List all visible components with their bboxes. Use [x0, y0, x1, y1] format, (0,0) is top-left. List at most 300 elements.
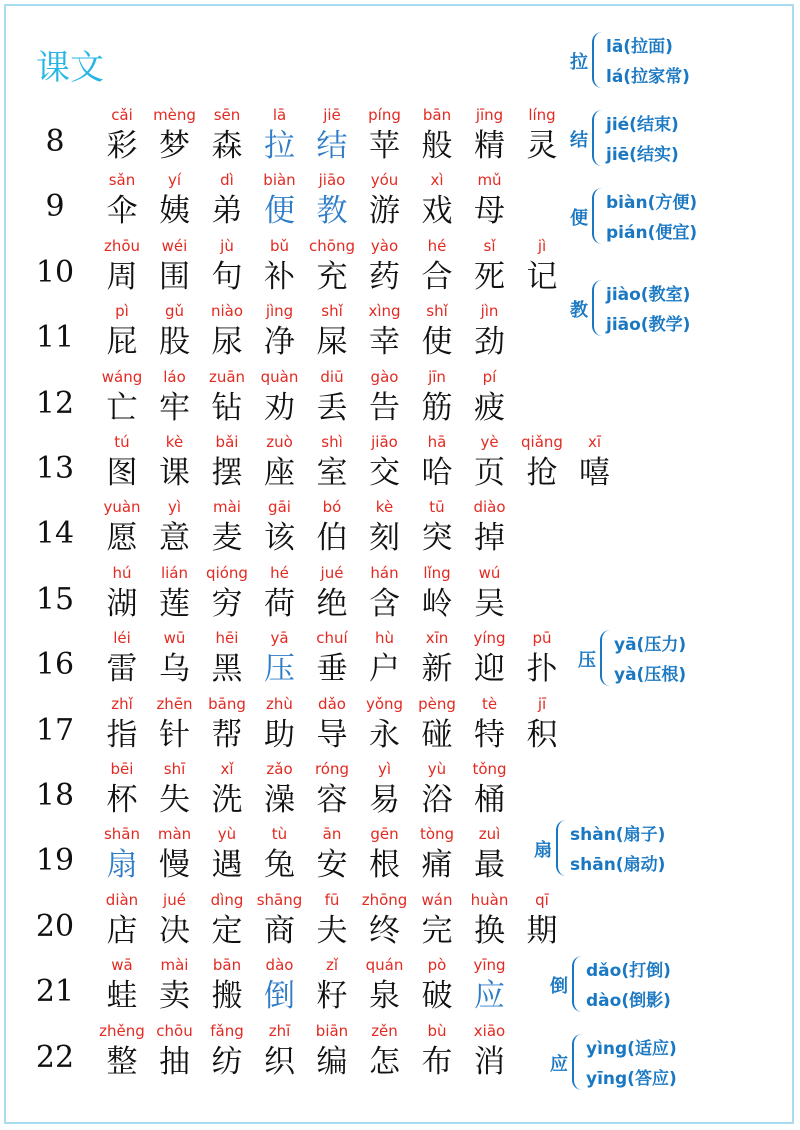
note-reading: yìng(适应): [586, 1039, 677, 1059]
pinyin: yù: [427, 760, 447, 778]
character-cell: [355, 431, 415, 493]
note-reading: yīng(答应): [586, 1069, 677, 1089]
character-cell: [92, 1020, 152, 1082]
character: 帮: [211, 716, 243, 753]
character: 夫: [316, 912, 348, 949]
pinyin: bó: [322, 498, 342, 517]
character-cell: [302, 954, 362, 1016]
pinyin: mài: [213, 498, 241, 517]
character-cell: [355, 300, 415, 362]
pinyin: gǔ: [164, 302, 185, 321]
note-reading: shàn(扇子): [570, 825, 666, 845]
character-cell: [145, 889, 205, 951]
character-cell: [92, 954, 152, 1016]
character-cell: [355, 823, 415, 885]
pinyin: jīn: [428, 367, 446, 386]
pinyin: bù: [427, 1021, 447, 1040]
lesson-number: 11: [35, 320, 75, 356]
pinyin: sǎn: [108, 171, 136, 190]
character-cell: [145, 300, 205, 362]
character: 亡: [106, 389, 138, 426]
character-cell: [92, 104, 152, 166]
character-cell: [302, 300, 362, 362]
character-cell: [145, 104, 205, 166]
character-cell: [250, 235, 310, 297]
character: 整: [106, 1043, 138, 1080]
character-cell: [197, 169, 257, 231]
character: 屁: [106, 324, 138, 361]
character-cell: [512, 693, 572, 755]
brace-icon: [556, 820, 568, 876]
pinyin: mǔ: [477, 171, 502, 190]
character: 股: [159, 324, 190, 361]
lesson-number: 14: [35, 516, 75, 552]
pinyin: xī: [587, 433, 602, 451]
character: 户: [369, 651, 400, 688]
character: 兔: [264, 847, 295, 884]
character-cell: [355, 496, 415, 558]
character: 吴: [474, 585, 505, 622]
page-title: 课文: [36, 48, 104, 88]
pinyin: kè: [165, 433, 184, 451]
pinyin: shì: [321, 433, 343, 451]
character-cell: [250, 954, 310, 1016]
character-cell: [250, 693, 310, 755]
character: 戏: [421, 193, 453, 230]
pinyin: mèng: [153, 106, 196, 124]
pinyin: yīng: [473, 956, 506, 975]
character: 使: [421, 324, 453, 361]
character: 怎: [369, 1043, 400, 1080]
character-cell: [302, 889, 362, 951]
pinyin: zhǐ: [111, 694, 133, 713]
character-cell: [302, 1020, 362, 1082]
lesson-row: [0, 169, 640, 231]
character-cell: [145, 1020, 205, 1082]
character: 定: [211, 912, 243, 949]
character-cell: [92, 300, 152, 362]
pinyin: cǎi: [111, 106, 133, 124]
pinyin: lián: [160, 563, 189, 582]
pinyin: dǎo: [318, 694, 346, 713]
character: 黑: [211, 651, 243, 688]
pinyin: qióng: [206, 563, 248, 582]
character: 泉: [369, 978, 400, 1015]
brace-icon: [592, 188, 604, 244]
character: 根: [369, 847, 400, 884]
pinyin: biàn: [263, 171, 296, 190]
character: 苹: [369, 128, 400, 164]
pinyin: zhī: [268, 1021, 291, 1040]
character: 岭: [421, 585, 453, 622]
character-cell: [355, 169, 415, 231]
character-cell: [565, 431, 625, 493]
pinyin: xiāo: [473, 1021, 506, 1040]
lesson-row: [0, 496, 640, 558]
character-cell: [197, 889, 257, 951]
character: 澡: [264, 782, 295, 818]
pinyin: dìng: [210, 890, 244, 909]
character: 愿: [106, 520, 138, 557]
character-cell: [512, 235, 572, 297]
pinyin: zuān: [208, 367, 246, 386]
pinyin: shān: [103, 825, 141, 844]
character: 围: [159, 258, 190, 295]
pinyin: zhēn: [156, 694, 193, 713]
lesson-row: [0, 235, 640, 297]
character: 乌: [159, 651, 190, 688]
lesson-row: [0, 300, 640, 362]
character: 尿: [211, 324, 243, 361]
character: 遇: [211, 847, 243, 884]
character-cell: [407, 366, 467, 428]
pinyin: jiāo: [318, 171, 346, 190]
character-cell: [145, 758, 205, 820]
character: 刻: [369, 520, 400, 557]
character: 抽: [159, 1043, 190, 1080]
pinyin: biān: [315, 1021, 349, 1040]
note-character: 扇: [534, 840, 552, 861]
lesson-number: 20: [35, 908, 75, 944]
character-cell: [407, 889, 467, 951]
pinyin: bǔ: [269, 236, 290, 255]
character-cell: [512, 431, 572, 493]
note-reading: dào(倒影): [586, 991, 671, 1011]
character: 伞: [106, 193, 138, 230]
pinyin: hé: [427, 236, 447, 255]
character-cell: [250, 758, 310, 820]
pinyin: xì: [430, 171, 444, 190]
brace-icon: [592, 110, 604, 166]
character: 净: [264, 324, 295, 361]
character-cell: [92, 627, 152, 689]
pinyin: láo: [163, 367, 186, 386]
brace-icon: [572, 1034, 584, 1090]
character: 合: [421, 258, 453, 295]
character: 特: [474, 716, 505, 753]
character: 该: [264, 520, 295, 557]
pinyin: tù: [271, 825, 288, 844]
character-cell: [145, 627, 205, 689]
character-cell: [407, 235, 467, 297]
lesson-row: [0, 366, 640, 428]
pinyin: fū: [324, 890, 340, 909]
polyphonic-character: 应: [474, 978, 505, 1015]
pinyin: jiāo: [371, 433, 398, 451]
character-cell: [355, 758, 415, 820]
note-character: 结: [570, 130, 588, 151]
polyphonic-note: [550, 1032, 720, 1096]
character-cell: [145, 954, 205, 1016]
character: 莲: [159, 585, 190, 622]
character: 抢: [526, 455, 558, 491]
character: 穷: [211, 585, 243, 622]
pinyin: huàn: [470, 890, 509, 909]
character: 湖: [106, 585, 138, 622]
pinyin: xǐ: [220, 760, 234, 778]
character: 纺: [211, 1043, 243, 1080]
pinyin: hé: [270, 563, 289, 582]
pinyin: léi: [113, 629, 131, 648]
note-reading: dǎo(打倒): [586, 961, 671, 981]
character: 屎: [316, 324, 348, 361]
character: 永: [369, 716, 400, 753]
pinyin: tū: [429, 498, 445, 517]
character: 洗: [211, 782, 243, 818]
pinyin: fǎng: [210, 1021, 244, 1040]
pinyin: yì: [377, 760, 392, 778]
polyphonic-note: [570, 186, 740, 250]
character: 充: [316, 258, 348, 295]
lesson-number: 12: [35, 385, 75, 421]
pinyin: chōng: [309, 236, 355, 255]
pinyin: tè: [481, 694, 498, 713]
character-cell: [407, 1020, 467, 1082]
pinyin: shāng: [256, 890, 303, 909]
pinyin: pì: [115, 302, 129, 321]
pinyin: tòng: [419, 825, 455, 844]
character-cell: [250, 562, 310, 624]
character-cell: [407, 431, 467, 493]
character-cell: [355, 235, 415, 297]
character: 疲: [474, 389, 505, 426]
character: 商: [264, 912, 295, 949]
pinyin: jìn: [480, 302, 499, 321]
character-cell: [460, 627, 520, 689]
pinyin: qī: [535, 890, 549, 909]
character-cell: [512, 627, 572, 689]
pinyin: jì: [537, 236, 547, 255]
pinyin: quàn: [260, 367, 299, 386]
character: 记: [526, 258, 558, 295]
lesson-number: 13: [35, 451, 75, 486]
character-cell: [407, 300, 467, 362]
pinyin: mài: [160, 956, 189, 975]
character: 补: [264, 258, 295, 295]
note-reading: lá(拉家常): [606, 67, 690, 87]
character-cell: [302, 366, 362, 428]
character: 迎: [474, 651, 505, 688]
pinyin: lā: [272, 106, 287, 124]
character-cell: [197, 693, 257, 755]
character-cell: [407, 693, 467, 755]
character-cell: [197, 300, 257, 362]
polyphonic-character: 便: [264, 193, 295, 230]
character: 浴: [421, 782, 453, 818]
character-cell: [407, 562, 467, 624]
pinyin: pèng: [418, 694, 456, 713]
character-cell: [460, 496, 520, 558]
lesson-number: 17: [35, 712, 75, 748]
character-cell: [302, 235, 362, 297]
pinyin: gào: [370, 367, 399, 386]
character-cell: [302, 823, 362, 885]
character-cell: [302, 758, 362, 820]
polyphonic-note: [534, 818, 704, 882]
character: 决: [159, 912, 190, 949]
character: 麦: [211, 520, 243, 557]
pinyin: hā: [427, 433, 447, 451]
character-cell: [145, 562, 205, 624]
lesson-number: 19: [35, 843, 75, 879]
character-cell: [460, 431, 520, 493]
lesson-row: [0, 889, 640, 951]
pinyin: ān: [322, 825, 342, 844]
pinyin: zhōu: [103, 236, 141, 255]
character: 母: [474, 193, 505, 230]
note-reading: jiào(教室): [606, 285, 691, 305]
pinyin: màn: [157, 825, 192, 844]
pinyin: diàn: [105, 890, 139, 909]
character-cell: [145, 431, 205, 493]
pinyin: jī: [537, 694, 547, 713]
pinyin: kè: [375, 498, 394, 517]
pinyin: diū: [320, 367, 344, 386]
pinyin: bǎi: [215, 433, 239, 451]
character: 钻: [211, 389, 243, 426]
lesson-row: [0, 562, 640, 624]
character: 课: [159, 455, 190, 491]
lesson-number: 15: [35, 581, 75, 617]
character: 痛: [421, 847, 453, 884]
character-cell: [302, 627, 362, 689]
character-cell: [250, 823, 310, 885]
pinyin: yí: [167, 171, 182, 190]
polyphonic-character: 压: [264, 651, 295, 688]
character-cell: [460, 169, 520, 231]
pinyin: diào: [473, 498, 506, 517]
character-cell: [302, 169, 362, 231]
lesson-row: [0, 431, 640, 493]
character: 般: [421, 128, 453, 164]
character-cell: [407, 627, 467, 689]
character-cell: [92, 496, 152, 558]
character: 安: [316, 847, 348, 884]
character-cell: [197, 562, 257, 624]
character: 药: [369, 258, 400, 295]
character-cell: [145, 169, 205, 231]
character: 扑: [526, 651, 558, 688]
character: 游: [369, 193, 400, 230]
character-cell: [355, 562, 415, 624]
character: 卖: [159, 978, 190, 1015]
pinyin: jué: [163, 890, 186, 909]
character: 助: [264, 716, 295, 753]
character-cell: [460, 366, 520, 428]
polyphonic-note: [570, 278, 740, 342]
character: 句: [211, 258, 243, 295]
character: 页: [474, 455, 505, 491]
character-cell: [197, 823, 257, 885]
lesson-row: [0, 693, 640, 755]
character: 指: [106, 716, 138, 753]
character-cell: [460, 300, 520, 362]
character: 梦: [159, 128, 190, 164]
character-cell: [197, 954, 257, 1016]
character: 期: [526, 912, 558, 949]
character-cell: [407, 169, 467, 231]
character-cell: [460, 758, 520, 820]
polyphonic-note: [550, 954, 720, 1018]
character: 丢: [316, 389, 348, 426]
lesson-number: 16: [35, 647, 75, 683]
pinyin: hú: [112, 563, 132, 582]
pinyin: zhù: [266, 694, 293, 713]
brace-icon: [592, 32, 604, 88]
character: 杯: [106, 782, 138, 818]
pinyin: sǐ: [483, 236, 496, 255]
character: 桶: [474, 782, 505, 818]
pinyin: jiē: [323, 106, 341, 124]
character: 荷: [264, 585, 295, 622]
pinyin: bēi: [110, 760, 134, 778]
note-reading: yà(压根): [614, 665, 687, 685]
character-cell: [250, 169, 310, 231]
lesson-number: 9: [45, 189, 65, 225]
character: 籽: [316, 978, 348, 1015]
pinyin: wū: [163, 629, 186, 648]
pinyin: dì: [220, 171, 234, 190]
pinyin: xìng: [368, 302, 401, 321]
character-cell: [250, 496, 310, 558]
polyphonic-character: 教: [316, 193, 348, 230]
character: 伯: [316, 520, 348, 557]
character-cell: [302, 104, 362, 166]
pinyin: zǐ: [325, 956, 339, 975]
pinyin: yè: [480, 433, 499, 451]
character: 完: [421, 912, 453, 949]
character-cell: [250, 300, 310, 362]
pinyin: gēn: [370, 825, 399, 844]
character: 劝: [264, 389, 295, 426]
character: 导: [316, 716, 348, 753]
pinyin: jué: [320, 563, 344, 582]
pinyin: líng: [528, 106, 556, 124]
pinyin: yā: [270, 629, 289, 648]
character-cell: [460, 104, 520, 166]
lesson-number: 10: [35, 254, 75, 290]
character: 突: [421, 520, 453, 557]
character-cell: [92, 889, 152, 951]
character-cell: [92, 431, 152, 493]
pinyin: yù: [217, 825, 237, 844]
character: 摆: [211, 455, 243, 491]
pinyin: shǐ: [321, 302, 343, 321]
character: 灵: [526, 128, 558, 164]
pinyin: tú: [114, 433, 130, 451]
note-reading: lā(拉面): [606, 37, 673, 57]
character-cell: [302, 693, 362, 755]
pinyin: yóu: [370, 171, 399, 190]
character: 哈: [421, 455, 453, 491]
character-cell: [197, 627, 257, 689]
character-cell: [355, 954, 415, 1016]
character-cell: [355, 889, 415, 951]
character-cell: [512, 104, 572, 166]
note-reading: jiē(结实): [606, 145, 679, 165]
pinyin: zhěng: [99, 1021, 145, 1040]
character: 姨: [159, 193, 190, 230]
character: 室: [316, 455, 348, 491]
pinyin: zhōng: [361, 890, 408, 909]
polyphonic-character: 拉: [264, 128, 295, 164]
character-cell: [302, 496, 362, 558]
character: 彩: [106, 128, 138, 164]
character: 劲: [474, 324, 505, 361]
character: 新: [421, 651, 453, 688]
lesson-row: [0, 1020, 640, 1082]
pinyin: gāi: [268, 498, 291, 517]
